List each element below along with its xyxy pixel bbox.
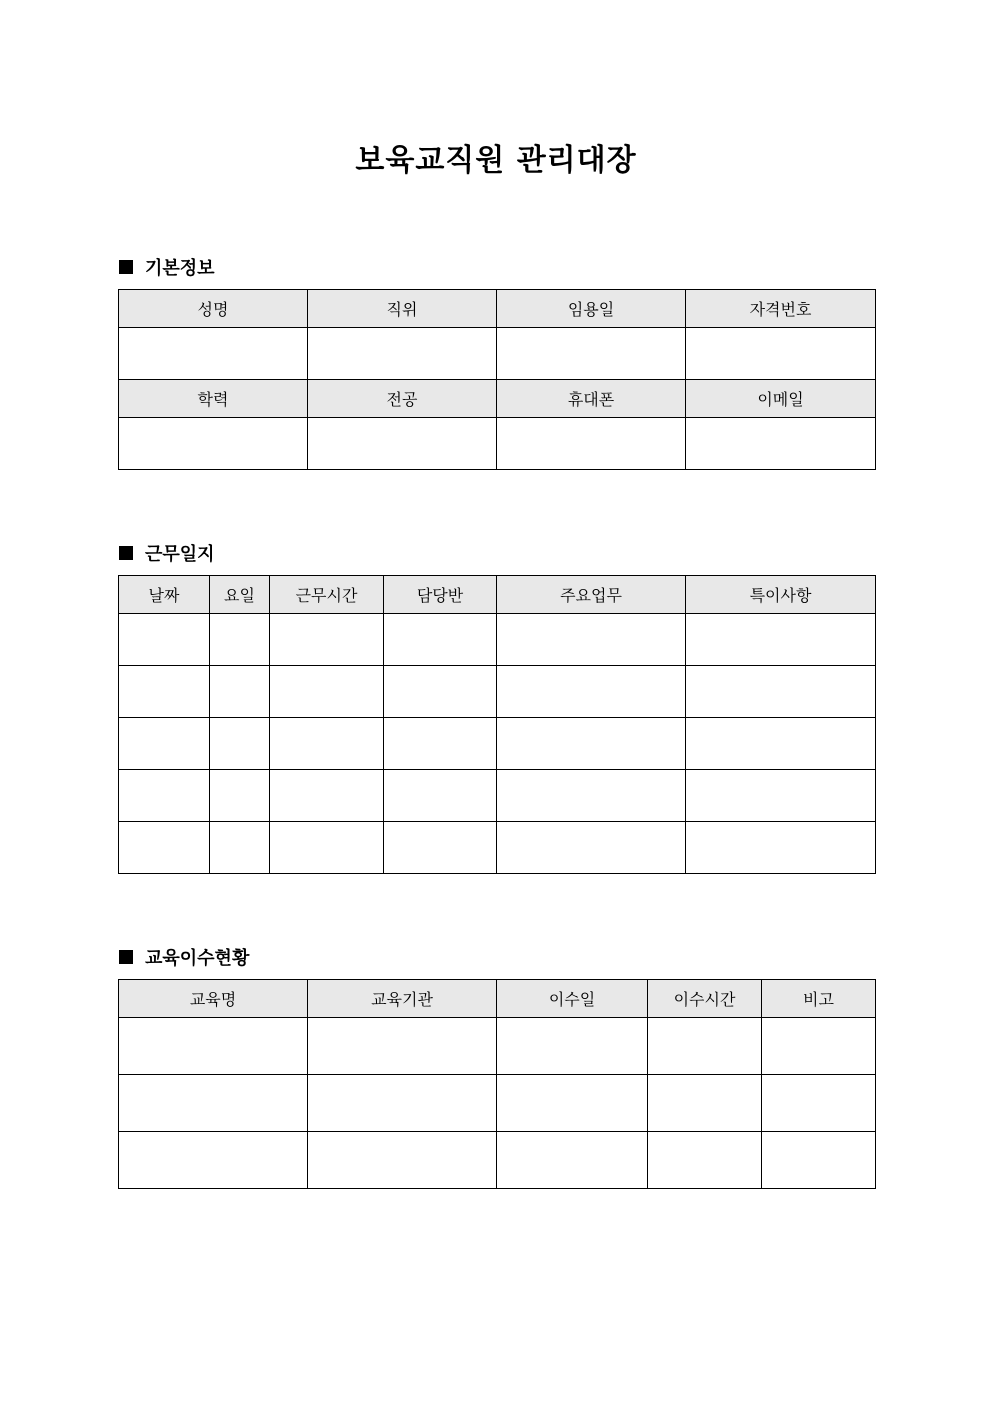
header-cell: 교육기관 xyxy=(308,980,497,1018)
table-row xyxy=(119,666,876,718)
table-row xyxy=(119,1018,876,1075)
table-cell[interactable] xyxy=(308,1018,497,1075)
table-cell[interactable] xyxy=(384,770,497,822)
table-cell[interactable] xyxy=(270,718,384,770)
header-cell: 이수일 xyxy=(497,980,648,1018)
section-heading-work-log xyxy=(119,540,215,566)
table-cell[interactable] xyxy=(384,614,497,666)
table-cell[interactable] xyxy=(686,822,876,874)
table-cell[interactable] xyxy=(119,718,210,770)
table-cell[interactable] xyxy=(384,718,497,770)
table-cell[interactable] xyxy=(119,1018,308,1075)
table-cell[interactable] xyxy=(384,666,497,718)
header-cell: 근무시간 xyxy=(270,576,384,614)
table-cell[interactable] xyxy=(210,614,270,666)
header-cell: 교육명 xyxy=(119,980,308,1018)
header-cell: 직위 xyxy=(308,290,497,328)
header-cell: 담당반 xyxy=(384,576,497,614)
header-cell: 날짜 xyxy=(119,576,210,614)
license-number-input-cell[interactable] xyxy=(686,328,876,380)
major-input-cell[interactable] xyxy=(308,418,497,470)
section-heading-training xyxy=(119,944,249,970)
header-cell: 휴대폰 xyxy=(497,380,686,418)
table-row xyxy=(119,328,876,380)
table-cell[interactable] xyxy=(119,1132,308,1189)
table-cell[interactable] xyxy=(119,614,210,666)
header-cell: 주요업무 xyxy=(497,576,686,614)
table-cell[interactable] xyxy=(686,614,876,666)
section-heading-label: 근무일지 xyxy=(145,544,215,565)
table-cell[interactable] xyxy=(497,718,686,770)
table-cell[interactable] xyxy=(497,770,686,822)
header-cell: 특이사항 xyxy=(686,576,876,614)
table-row xyxy=(119,1075,876,1132)
table-cell[interactable] xyxy=(648,1018,762,1075)
table-cell[interactable] xyxy=(762,1132,876,1189)
table-cell[interactable] xyxy=(210,770,270,822)
table-cell[interactable] xyxy=(497,1075,648,1132)
table-cell[interactable] xyxy=(270,822,384,874)
table-cell[interactable] xyxy=(762,1018,876,1075)
table-cell[interactable] xyxy=(497,822,686,874)
table-header-row xyxy=(119,980,876,1018)
header-cell: 이메일 xyxy=(686,380,876,418)
table-row xyxy=(119,770,876,822)
table-cell[interactable] xyxy=(308,1075,497,1132)
section-heading-label: 기본정보 xyxy=(145,258,215,279)
table-cell[interactable] xyxy=(497,614,686,666)
table-cell[interactable] xyxy=(270,666,384,718)
table-row xyxy=(119,614,876,666)
table-header-row xyxy=(119,290,876,328)
table-cell[interactable] xyxy=(270,614,384,666)
table-cell[interactable] xyxy=(497,1132,648,1189)
header-cell: 요일 xyxy=(210,576,270,614)
position-input-cell[interactable] xyxy=(308,328,497,380)
square-bullet-icon xyxy=(119,260,133,274)
table-row xyxy=(119,418,876,470)
table-cell[interactable] xyxy=(210,666,270,718)
section-heading-label: 교육이수현황 xyxy=(145,948,250,969)
work-log-table xyxy=(118,575,876,874)
table-cell[interactable] xyxy=(210,718,270,770)
email-input-cell[interactable] xyxy=(686,418,876,470)
square-bullet-icon xyxy=(119,950,133,964)
table-cell[interactable] xyxy=(686,770,876,822)
table-cell[interactable] xyxy=(686,666,876,718)
section-heading-basic-info xyxy=(119,254,215,280)
table-header-row xyxy=(119,380,876,418)
table-cell[interactable] xyxy=(270,770,384,822)
header-cell: 학력 xyxy=(119,380,308,418)
table-cell[interactable] xyxy=(762,1075,876,1132)
table-cell[interactable] xyxy=(119,822,210,874)
table-cell[interactable] xyxy=(308,1132,497,1189)
table-row xyxy=(119,1132,876,1189)
training-table xyxy=(118,979,876,1189)
table-row xyxy=(119,822,876,874)
basic-info-table xyxy=(118,289,876,470)
name-input-cell[interactable] xyxy=(119,328,308,380)
header-cell: 이수시간 xyxy=(648,980,762,1018)
hire-date-input-cell[interactable] xyxy=(497,328,686,380)
phone-input-cell[interactable] xyxy=(497,418,686,470)
education-input-cell[interactable] xyxy=(119,418,308,470)
square-bullet-icon xyxy=(119,546,133,560)
table-row xyxy=(119,718,876,770)
table-header-row xyxy=(119,576,876,614)
table-cell[interactable] xyxy=(384,822,497,874)
table-cell[interactable] xyxy=(648,1132,762,1189)
table-cell[interactable] xyxy=(648,1075,762,1132)
header-cell: 자격번호 xyxy=(686,290,876,328)
table-cell[interactable] xyxy=(497,666,686,718)
header-cell: 비고 xyxy=(762,980,876,1018)
table-cell[interactable] xyxy=(210,822,270,874)
table-cell[interactable] xyxy=(119,770,210,822)
header-cell: 전공 xyxy=(308,380,497,418)
header-cell: 임용일 xyxy=(497,290,686,328)
table-cell[interactable] xyxy=(497,1018,648,1075)
header-cell: 성명 xyxy=(119,290,308,328)
table-cell[interactable] xyxy=(119,666,210,718)
table-cell[interactable] xyxy=(686,718,876,770)
table-cell[interactable] xyxy=(119,1075,308,1132)
page-title: 보육교직원 관리대장 xyxy=(355,143,637,178)
